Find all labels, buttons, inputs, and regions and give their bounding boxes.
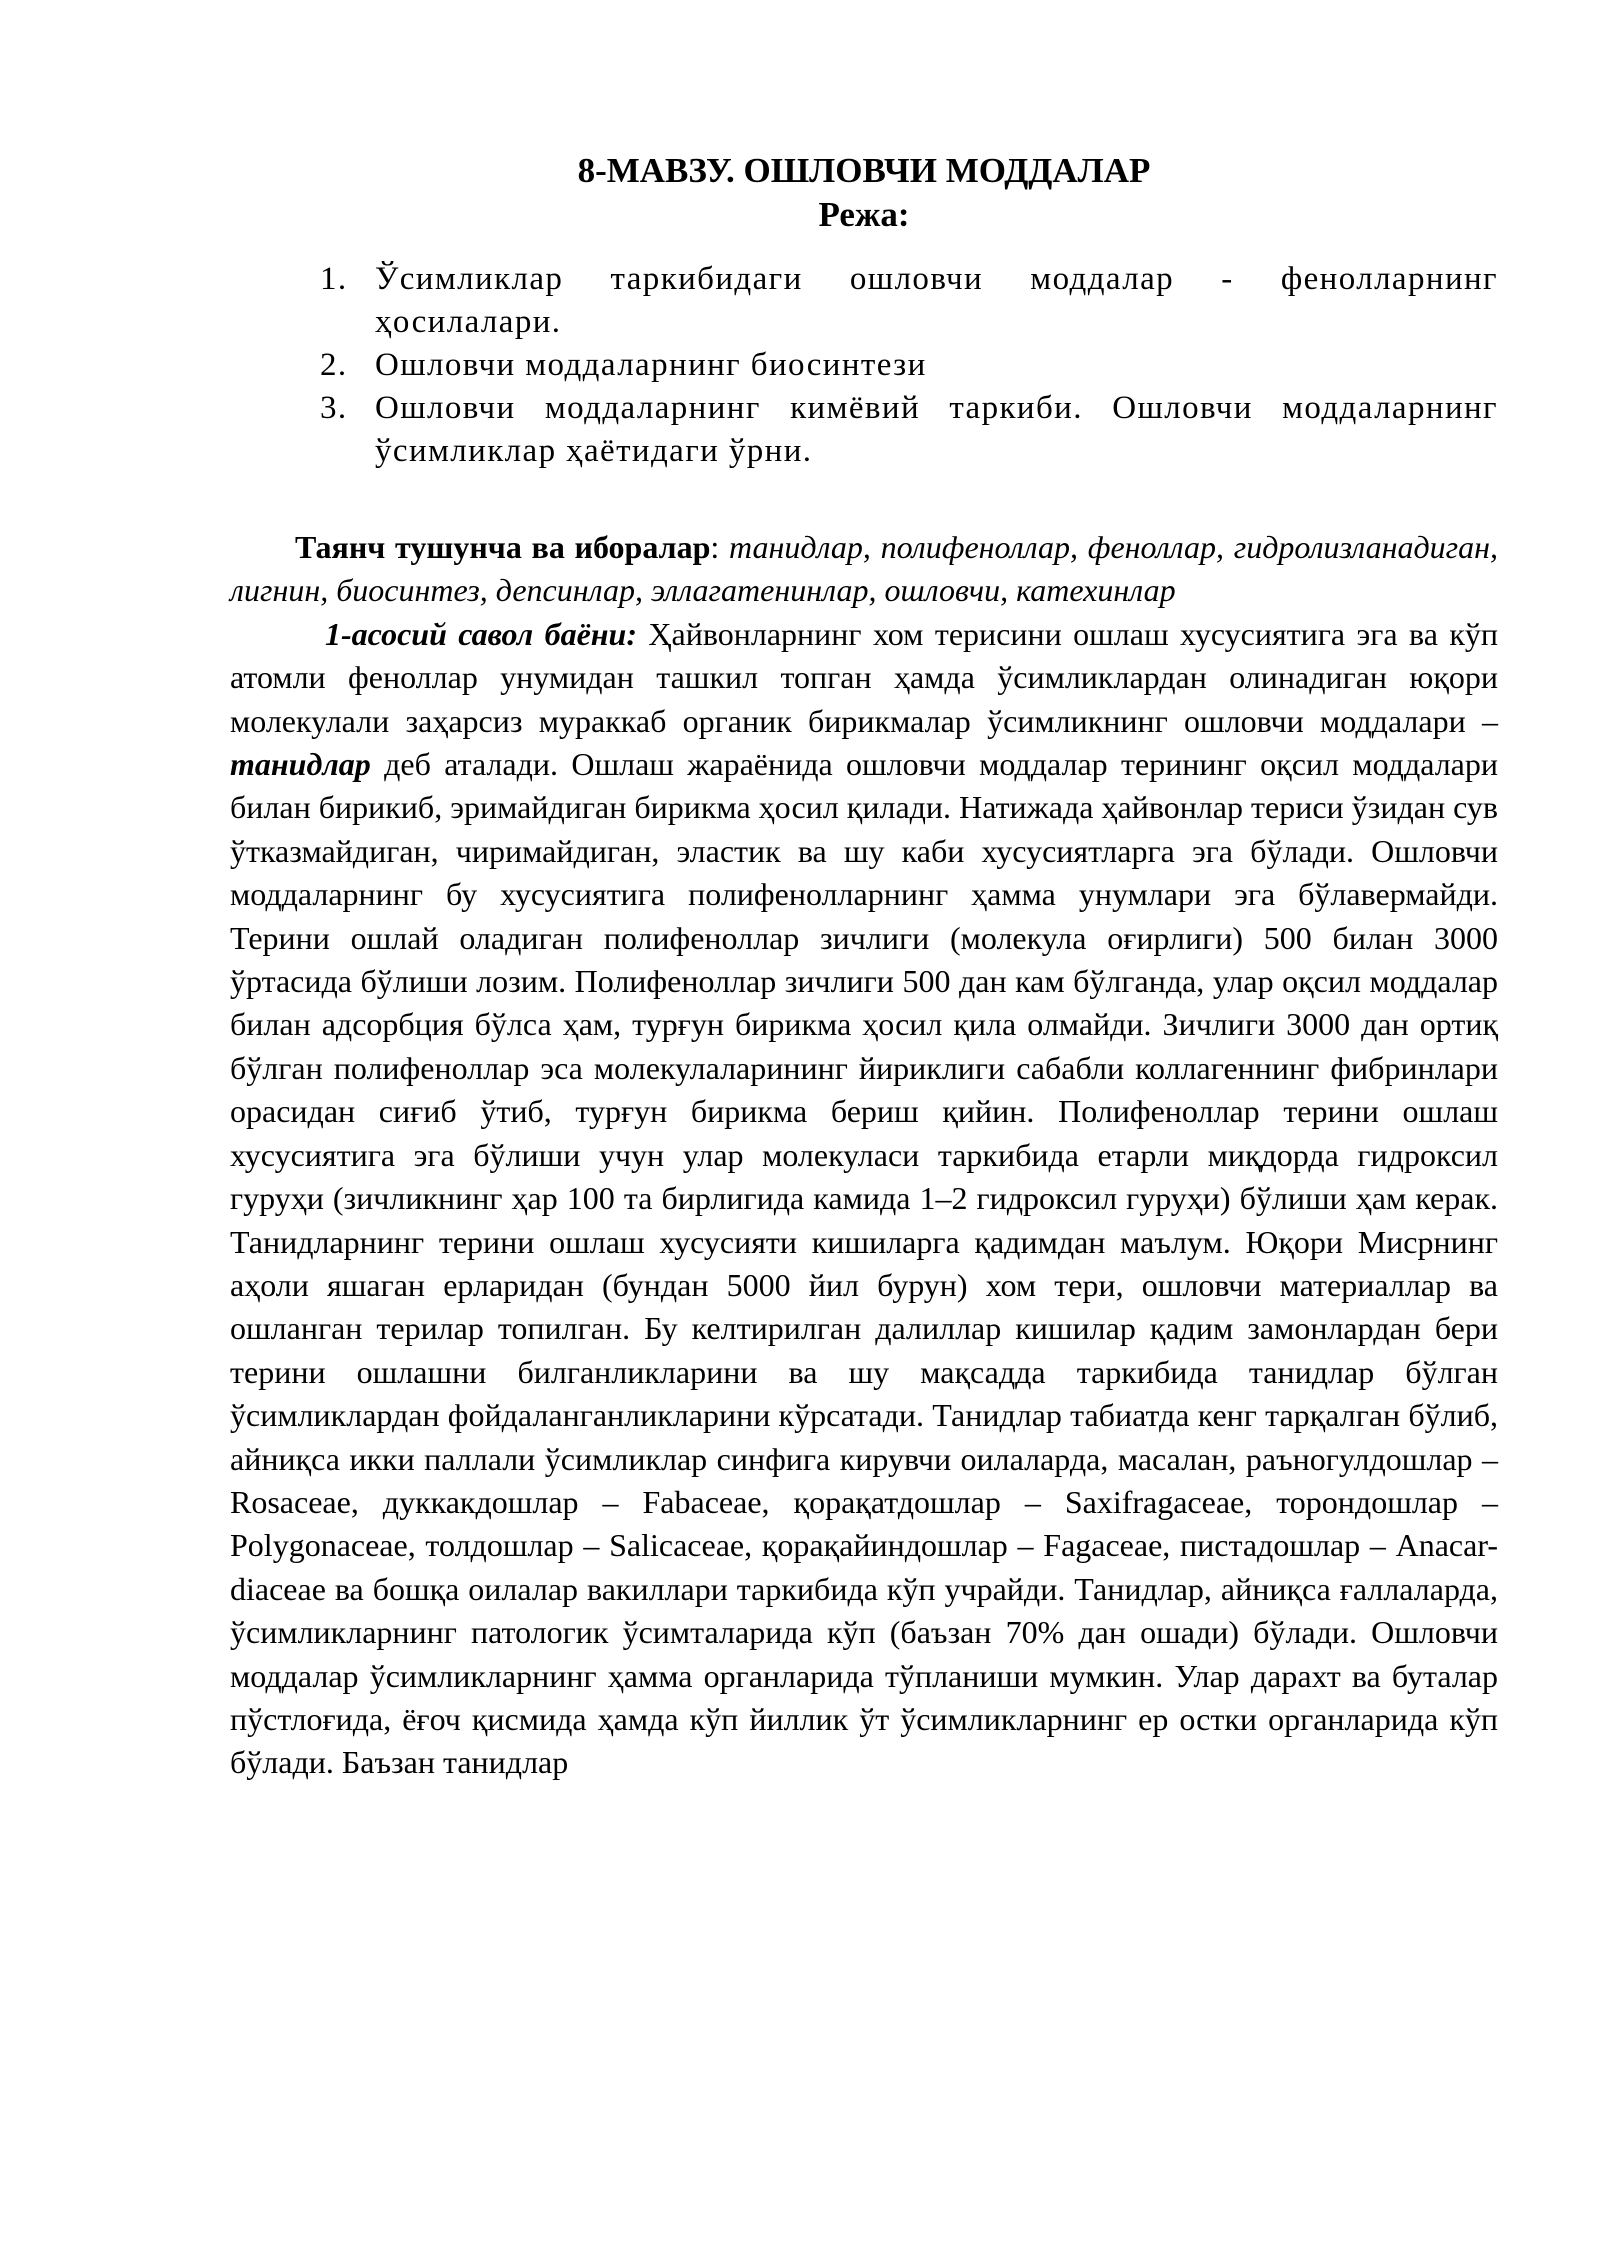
plan-item-number: 1.: [320, 261, 348, 297]
plan-item: [320, 387, 1498, 473]
question-term: танидлар: [230, 746, 371, 783]
plan-heading: Режа:: [818, 195, 910, 234]
question-label: 1-асосий савол баёни:: [325, 615, 637, 652]
question-paragraph: [230, 613, 1498, 1785]
page-title: 8-МАВЗУ. ОШЛОВЧИ МОДДАЛАР: [577, 151, 1151, 190]
plan-item: [320, 258, 1498, 344]
keywords-paragraph: [230, 526, 1498, 613]
keywords-colon: :: [710, 529, 729, 565]
plan-item-number: 2.: [320, 347, 348, 383]
plan-list: [320, 258, 1498, 473]
question-text-after: деб аталади. Ошлаш жараёнида ошловчи моддалар терининг оқсил моддалари билан бирикиб, эримайдиган бирикма ҳосил қилади. Натижада ҳайвонлар териси ўзидан сув ўтказмайдиган, чиримайдиган, эластик ва шу каби хусусиятларга эга бўлади. Ошловчи моддаларнинг бу хусусиятига полифенолларнинг ҳамма унумлари эга бўлавермайди. Терини ошлай оладиган полифеноллар зичлиги (молекула оғирлиги) 500 билан 3000 ўртасида бўлиши лозим. Полифеноллар зичлиги 500 дан кам бўлганда, улар оқсил моддалар билан адсорбция бўлса ҳам, турғун бирикма ҳосил қила олмайди. Зичлиги 3000 дан ортиқ бўлган полифеноллар эса молекулаларининг йириклиги сабабли коллагеннинг фибринлари орасидан сиғиб ўтиб, турғун бирикма бериш қийин. Полифеноллар терини ошлаш хусусиятига эга бўлиши учун улар молекуласи таркибида етарли миқдорда гидроксил гуруҳи (зичликнинг ҳар 100 та бирлигида камида 1–2 гидроксил гуруҳи) бўлиши ҳам керак. Танидларнинг терини ошлаш хусусияти кишиларга қадимдан маълум. Юқори Мисрнинг аҳоли яшаган ерларидан (бундан 5000 йил бурун) хом тери, ошловчи материаллар ва ошланган терилар топилган. Бу келтирилган далиллар кишилар қадим замонлардан бери терини ошлашни билганликларини ва шу мақсадда таркибида танидлар бўлган ўсимликлардан фойдаланганликларини кўрсатади. Танидлар табиатда кенг тарқалган бўлиб, айниқса икки паллали ўсимликлар синфига кирувчи оилаларда, масалан, раъногулдошлар – Rosaceae, дуккакдошлар – Fabaceae, қорақатдошлар – Saxifragaceae, торондошлар –Polygonaceae, толдошлар – Salicaceae, қорақайиндошлар – Fagaceae, пистадошлар – Anacar- diaceae ва бошқа оилалар вакиллари таркибида кўп учрайди. Танидлар, айниқса ғаллаларда, ўсимликларнинг патологик ўсимталарида кўп (баъзан 70% дан ошади) бўлади. Ошловчи моддалар ўсимликларнинг ҳамма органларида тўпланиши мумкин. Улар дарахт ва буталар пўстлоғида, ёғоч қисмида ҳамда кўп йиллик ўт ўсимликларнинг ер остки органларида кўп бўлади. Баъзан танидлар: [230, 746, 1498, 1781]
question-text-before: Ҳайвонларнинг хом терисини ошлаш хусусиятига эга ва кўп атомли феноллар унумидан ташкил топган ҳамда ўсимликлардан олинадиган юқори молекулали заҳарсиз мураккаб органик бирикмалар ўсимликнинг ошловчи моддалари –: [230, 615, 1499, 739]
plan-item-text: Ўсимликлар таркибидаги ошловчи моддалар - фенолларнинг ҳосилалари.: [375, 261, 1498, 340]
plan-item: [320, 344, 1498, 387]
body-text: [230, 526, 1498, 1785]
plan-item-text: Ошловчи моддаларнинг биосинтези: [375, 347, 927, 383]
keywords-label: Таянч тушунча ва иборалар: [295, 529, 711, 565]
keywords-list: танидлар, полифеноллар, феноллар, гидролизланадиган, лигнин, биосинтез, депсинлар, эллагатенинлар, ошловчи, катехинлар: [230, 529, 1499, 609]
plan-item-number: 3.: [320, 390, 348, 426]
plan-item-text: Ошловчи моддаларнинг кимёвий таркиби. Ошловчи моддаларнинг ўсимликлар ҳаётидаги ўрни.: [375, 390, 1498, 469]
